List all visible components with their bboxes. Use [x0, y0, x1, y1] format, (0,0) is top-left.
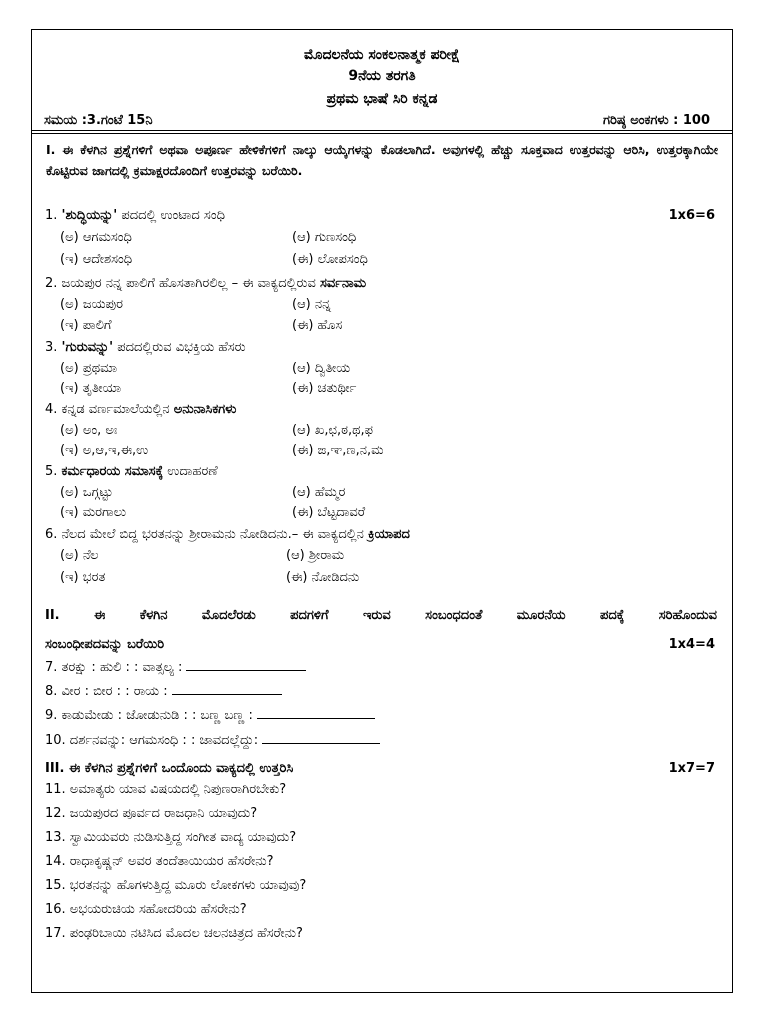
exam-title: ಮೊದಲನೆಯ ಸಂಕಲನಾತ್ಮಕ ಪರೀಕ್ಷೆ [303, 47, 461, 63]
question-16: 16. ಅಭಯರುಚಿಯ ಸಹೋದರಿಯ ಹೆಸರೇನು? [45, 902, 247, 917]
q5-option-a: (ಅ) ಒಗ್ಗಟ್ಟು [60, 485, 113, 500]
section2-instruction-cont: ಸಂಬಂಧೀಪದವನ್ನು ಬರೆಯಿರಿ [45, 637, 165, 652]
answer-blank[interactable] [257, 718, 375, 719]
question-3: 3. 'ಗುರುವನ್ನು' ಪದದಲ್ಲಿರುವ ವಿಭಕ್ತಿಯ ಹೆಸರು [45, 340, 246, 355]
question-17: 17. ಪಂಢರಿಬಾಯಿ ನಟಿಸಿದ ಮೊದಲ ಚಲನಚಿತ್ರದ ಹೆಸರೇನು? [45, 926, 303, 941]
q2-option-c: (ಇ) ಪಾಲಿಗೆ [60, 318, 112, 333]
analogy-item: 7. ತರಕ್ಷು : ಹುಲಿ : : ವಾತ್ಸಲ್ಯ : [45, 660, 306, 675]
time-label: ಸಮಯ :3.ಗಂಟೆ 15ನಿ [44, 113, 153, 128]
question-15: 15. ಭರತನನ್ನು ಹೊಗಳುತ್ತಿದ್ದ ಮೂರು ಲೋಕಗಳು ಯಾವುವು? [45, 878, 307, 893]
question-5: 5. ಕರ್ಮಧಾರಯ ಸಮಾಸಕ್ಕೆ ಉದಾಹರಣೆ [45, 464, 218, 479]
answer-blank[interactable] [186, 670, 306, 671]
q6-option-b: (ಆ) ಶ್ರೀರಾಮ [286, 548, 345, 563]
analogy-item: 9. ಕಾಡುಮೇಡು : ಜೋಡುನುಡಿ : : ಬಣ್ಣ ಬಣ್ಣ : [45, 708, 375, 723]
section1-instruction: I. ಈ ಕೆಳಗಿನ ಪ್ರಶ್ನೆಗಳಿಗೆ ಅಥವಾ ಅಪೂರ್ಣ ಹೇಳಿಕೆಗಳಿಗೆ ನಾಲ್ಕು ಆಯ್ಕೆಗಳನ್ನು ಕೊಡಲಾಗಿದೆ. ಅವುಗಳಲ್ಲಿ ಹೆಚ್ಚು ಸೂಕ್ತವಾದ ಉತ್ತರವನ್ನು ಆರಿಸಿ, ಉತ್ತರಕ್ಕಾಗಿಯೇ ಕೊಟ್ಟಿರುವ ಜಾಗದಲ್ಲಿ ಕ್ರಮಾಕ್ಷರದೊಂದಿಗೆ ಉತ್ತರವನ್ನು ಬರೆಯಿರಿ. [46, 142, 718, 178]
q5-option-c: (ಇ) ಮರಗಾಲು [60, 505, 127, 520]
question-14: 14. ರಾಧಾಕೃಷ್ಣನ್ ಅವರ ತಂದೆತಾಯಿಯರ ಹೆಸರೇನು? [45, 854, 274, 869]
question-6: 6. ನೆಲದ ಮೇಲೆ ಬಿದ್ದ ಭರತನನ್ನು ಶ್ರೀರಾಮನು ನೋಡಿದನು.– ಈ ವಾಕ್ಯದಲ್ಲಿನ ಕ್ರಿಯಾಪದ [45, 527, 410, 542]
class-label: 9ನೆಯ ತರಗತಿ [348, 68, 416, 84]
q6-option-a: (ಅ) ನೆಲ [60, 548, 99, 563]
q4-option-d: (ಈ) ಙ,ಞ,ಣ,ನ,ಮ [292, 443, 384, 458]
q4-option-a: (ಅ) ಅಂ, ಅಃ [60, 423, 118, 438]
analogy-item: 8. ವೀರ : ಬೀರ : : ರಾಯ : [45, 684, 282, 699]
q3-option-a: (ಅ) ಪ್ರಥಮಾ [60, 361, 118, 376]
answer-blank[interactable] [262, 743, 380, 744]
header-divider-2 [31, 133, 733, 134]
question-13: 13. ಸ್ವಾಮಿಯವರು ನುಡಿಸುತ್ತಿದ್ದ ಸಂಗೀತ ವಾದ್ಯ ಯಾವುದು? [45, 830, 297, 845]
q6-option-d: (ಈ) ನೋಡಿದನು [286, 570, 360, 585]
max-marks-label: ಗರಿಷ್ಠ ಅಂಕಗಳು : 100 [602, 113, 710, 128]
section3-score: 1x7=7 [668, 761, 715, 776]
q5-option-d: (ಈ) ಬೆಟ್ಟದಾವರೆ [292, 505, 366, 520]
question-4: 4. ಕನ್ನಡ ವರ್ಣಮಾಲೆಯಲ್ಲಿನ ಅನುನಾಸಿಕಗಳು [45, 402, 237, 417]
header-divider [31, 130, 733, 131]
question-12: 12. ಜಯಪುರದ ಪೂರ್ವದ ರಾಜಧಾನಿ ಯಾವುದು? [45, 806, 258, 821]
q1-option-b: (ಆ) ಗುಣಸಂಧಿ [292, 230, 357, 245]
subject-label: ಪ್ರಥಮ ಭಾಷೆ ಸಿರಿ ಕನ್ನಡ [326, 91, 438, 107]
analogy-item: 10. ದರ್ಶನವನ್ನು: ಆಗಮಸಂಧಿ : : ಜಾವದಲ್ಲೆದ್ದು: [45, 733, 380, 748]
q3-option-b: (ಆ) ದ್ವಿತೀಯ [292, 361, 351, 376]
q5-option-b: (ಆ) ಹೆಮ್ಮರ [292, 485, 346, 500]
q1-option-d: (ಈ) ಲೋಪಸಂಧಿ [292, 252, 368, 267]
q2-option-b: (ಆ) ನನ್ನ [292, 297, 332, 312]
question-11: 11. ಅಮಾತ್ಯರು ಯಾವ ವಿಷಯದಲ್ಲಿ ನಿಪುಣರಾಗಿರಬೇಕು? [45, 782, 287, 797]
question-1: 1. 'ಶುದ್ಧಿಯನ್ನು' ಪದದಲ್ಲಿ ಉಂಟಾದ ಸಂಧಿ [45, 208, 225, 223]
q4-option-b: (ಆ) ಖ,ಛ,ಠ,ಥ,ಫ [292, 423, 373, 438]
q6-option-c: (ಇ) ಭರತ [60, 570, 106, 585]
section3-instruction: III. ಈ ಕೆಳಗಿನ ಪ್ರಶ್ನೆಗಳಿಗೆ ಒಂದೊಂದು ವಾಕ್ಯದಲ್ಲಿ ಉತ್ತರಿಸಿ [45, 761, 294, 776]
q1-option-c: (ಇ) ಆದೇಶಸಂಧಿ [60, 252, 133, 267]
q3-option-d: (ಈ) ಚತುರ್ಥೀ [292, 381, 357, 396]
q2-option-d: (ಈ) ಹೊಸ [292, 318, 343, 333]
q3-option-c: (ಇ) ತೃತೀಯಾ [60, 381, 122, 396]
section2-score: 1x4=4 [668, 637, 715, 652]
q4-option-c: (ಇ) ಅ,ಆ,ಇ,ಈ,ಉ [60, 443, 149, 458]
question-2: 2. ಜಯಪುರ ನನ್ನ ಪಾಲಿಗೆ ಹೊಸತಾಗಿರಲಿಲ್ಲ – ಈ ವಾಕ್ಯದಲ್ಲಿರುವ ಸರ್ವನಾಮ [45, 276, 367, 291]
section2-instruction: II. ಈ ಕೆಳಗಿನ ಮೊದಲೆರಡು ಪದಗಳಿಗೆ ಇರುವ ಸಂಬಂಧದಂತೆ ಮೂರನೆಯ ಪದಕ್ಕೆ ಸರಿಹೊಂದುವ [45, 608, 717, 623]
answer-blank[interactable] [172, 694, 282, 695]
q1-option-a: (ಅ) ಆಗಮಸಂಧಿ [60, 230, 132, 245]
section1-score: 1x6=6 [668, 208, 715, 223]
q2-option-a: (ಅ) ಜಯಪುರ [60, 297, 123, 312]
